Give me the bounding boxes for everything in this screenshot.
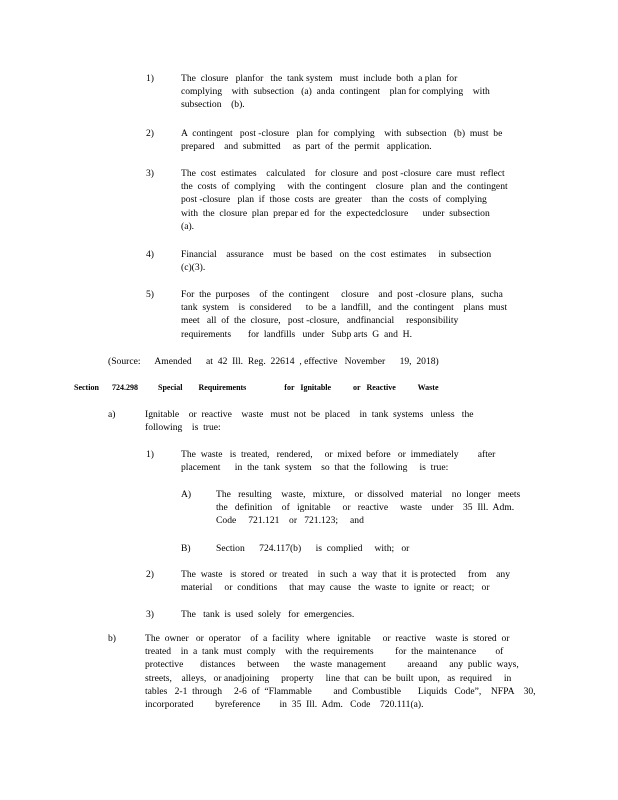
source-note: (Source: Amended at 42 Ill. Reg. 22614 , effective November 19, 2018) [108, 356, 439, 367]
item-1-text: The closure planfor the tank system must include both a plan for complying with subsection (a) anda contingent plan for complying with subsection (b). [181, 73, 490, 111]
a-1-A-label: A) [181, 489, 192, 500]
item-3-number: 3) [146, 168, 154, 179]
item-4-number: 4) [146, 249, 154, 260]
item-2-number: 2) [146, 128, 154, 139]
item-3-text: The cost estimates calculated for closure and post -closure care must reflect the costs of complying with the contingent closure plan and the contingent post -closure plan if those costs are greater than the costs of complying with the closure plan prepar ed for the expectedclosure under subsection (a). [181, 168, 508, 232]
a-2-number: 2) [146, 569, 154, 580]
a-3-text: The tank is used solely for emergencies. [181, 609, 355, 620]
item-5-text: For the purposes of the contingent closure and post -closure plans, sucha tank system is considered to be a landfill, and the contingent plans must meet all of the closure, post -closure, andfinancial responsibility requirements for landfills under Subp arts G and H. [181, 289, 508, 340]
item-5-number: 5) [146, 289, 154, 300]
item-2-text: A contingent post -closure plan for complying with subsection (b) must be prepared and submitted as part of the permit application. [181, 128, 503, 153]
a-1-A-text: The resulting waste, mixture, or dissolved material no longer meets the definition of ignitable or reactive waste under 35 Ill. Adm. Code 721.121 or 721.123; and [216, 489, 521, 527]
item-1-number: 1) [146, 73, 154, 84]
a-3-number: 3) [146, 609, 154, 620]
subsection-b-text: The owner or operator of a facility where ignitable or reactive waste is stored or treated in a tank must comply with the requirements for the maintenance of protective distances between the waste management areaand any public ways, streets, alleys, or anadjoining property line that can be built upon, as required in tables 2-1 through 2-6 of “Flammable and Combustible Liquids Code”, NFPA 30, incorporated byreference in 35 Ill. Adm. Code 720.111(a). [145, 633, 536, 711]
a-1-B-label: B) [181, 543, 191, 554]
item-4-text: Financial assurance must be based on the cost estimates in subsection (c)(3). [181, 249, 492, 274]
section-title: Special Requirements for Ignitable or Reactive Waste [158, 383, 439, 392]
subsection-a-text: Ignitable or reactive waste must not be placed in tank systems unless the following is true: [145, 409, 474, 434]
a-1-B-text: Section 724.117(b) is complied with; or [216, 543, 410, 554]
subsection-b-label: b) [108, 633, 116, 644]
a-1-text: The waste is treated, rendered, or mixed before or immediately after placement in the tank system so that the following is true: [181, 449, 496, 474]
a-1-number: 1) [146, 449, 154, 460]
section-label: Section [74, 383, 99, 392]
a-2-text: The waste is stored or treated in such a way that it is protected from any material or conditions that may cause the waste to ignite or react; or [181, 569, 511, 594]
subsection-a-label: a) [108, 409, 116, 420]
section-number: 724.298 [112, 383, 138, 392]
